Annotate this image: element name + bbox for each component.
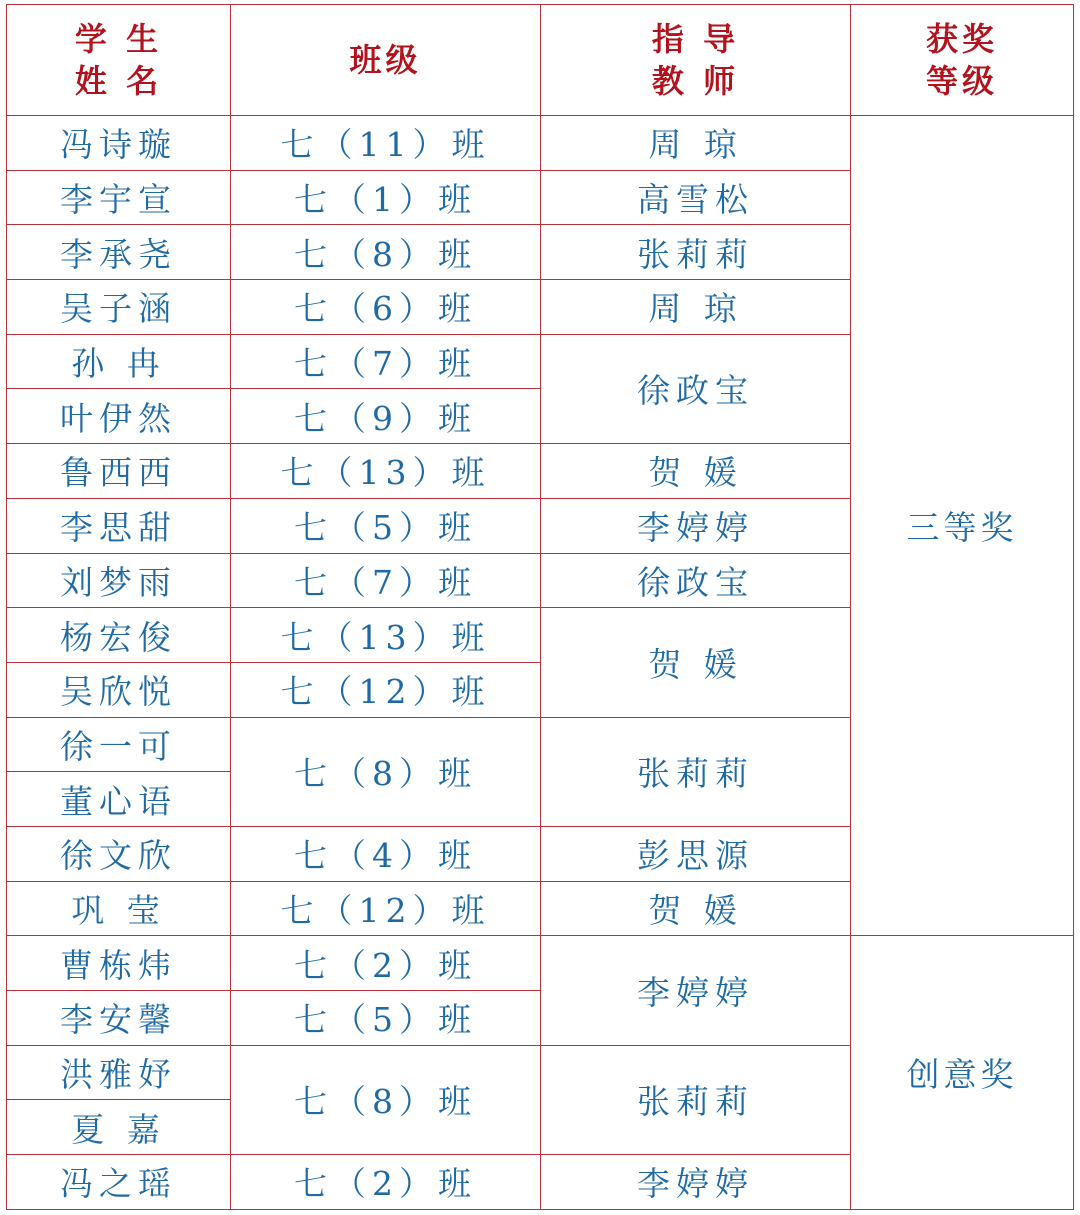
- teacher-cell: 贺 媛: [541, 881, 851, 936]
- award-third-prize: 三等奖: [851, 116, 1074, 936]
- teacher-cell: 周 琼: [541, 116, 851, 171]
- class-cell: 七（13）班: [231, 444, 541, 499]
- header-student-name: [7, 5, 231, 116]
- header-award-line1: 获奖: [925, 20, 998, 58]
- award-table: [6, 4, 1074, 1210]
- student-name: 鲁西西: [7, 444, 231, 499]
- teacher-cell: 贺 媛: [541, 608, 851, 717]
- header-row: [7, 5, 1074, 116]
- class-cell: 七（2）班: [231, 1155, 541, 1210]
- student-name: 李承尧: [7, 225, 231, 280]
- teacher-cell: 高雪松: [541, 170, 851, 225]
- header-teacher-line1: 指 导: [651, 20, 740, 58]
- student-name: 吴欣悦: [7, 662, 231, 717]
- class-cell: 七（5）班: [231, 991, 541, 1046]
- teacher-cell: 徐政宝: [541, 334, 851, 443]
- teacher-cell: 李婷婷: [541, 498, 851, 553]
- teacher-cell: 贺 媛: [541, 444, 851, 499]
- class-cell: 七（6）班: [231, 280, 541, 335]
- header-class: 班级: [231, 5, 541, 116]
- student-name: 曹栋炜: [7, 936, 231, 991]
- table-row: [7, 936, 1074, 991]
- student-name: 洪雅妤: [7, 1045, 231, 1100]
- student-name: 李安馨: [7, 991, 231, 1046]
- class-cell: 七（1）班: [231, 170, 541, 225]
- student-name: 刘梦雨: [7, 553, 231, 608]
- class-cell: 七（8）班: [231, 1045, 541, 1154]
- student-name: 冯诗璇: [7, 116, 231, 171]
- student-name: 吴子涵: [7, 280, 231, 335]
- class-cell: 七（8）班: [231, 225, 541, 280]
- class-cell: 七（12）班: [231, 662, 541, 717]
- student-name: 巩 莹: [7, 881, 231, 936]
- class-cell: 七（13）班: [231, 608, 541, 663]
- class-cell: 七（7）班: [231, 334, 541, 389]
- student-name: 李宇宣: [7, 170, 231, 225]
- header-student-name-line2: 姓 名: [74, 62, 163, 100]
- student-name: 董心语: [7, 772, 231, 827]
- class-cell: 七（5）班: [231, 498, 541, 553]
- student-name: 李思甜: [7, 498, 231, 553]
- class-cell: 七（9）班: [231, 389, 541, 444]
- teacher-cell: 李婷婷: [541, 936, 851, 1045]
- teacher-cell: 张莉莉: [541, 717, 851, 826]
- class-cell: 七（2）班: [231, 936, 541, 991]
- teacher-cell: 徐政宝: [541, 553, 851, 608]
- class-cell: 七（4）班: [231, 826, 541, 881]
- teacher-cell: 周 琼: [541, 280, 851, 335]
- student-name: 徐一可: [7, 717, 231, 772]
- student-name: 徐文欣: [7, 826, 231, 881]
- teacher-cell: 彭思源: [541, 826, 851, 881]
- class-cell: 七（11）班: [231, 116, 541, 171]
- student-name: 夏 嘉: [7, 1100, 231, 1155]
- student-name: 冯之瑶: [7, 1155, 231, 1210]
- header-award-level: [851, 5, 1074, 116]
- teacher-cell: 张莉莉: [541, 225, 851, 280]
- table-row: [7, 116, 1074, 171]
- header-teacher: [541, 5, 851, 116]
- header-award-line2: 等级: [925, 62, 998, 100]
- student-name: 叶伊然: [7, 389, 231, 444]
- class-cell: 七（8）班: [231, 717, 541, 826]
- award-creativity-prize: 创意奖: [851, 936, 1074, 1209]
- class-cell: 七（12）班: [231, 881, 541, 936]
- student-name: 杨宏俊: [7, 608, 231, 663]
- student-name: 孙 冉: [7, 334, 231, 389]
- teacher-cell: 张莉莉: [541, 1045, 851, 1154]
- class-cell: 七（7）班: [231, 553, 541, 608]
- teacher-cell: 李婷婷: [541, 1155, 851, 1210]
- header-student-name-line1: 学 生: [74, 20, 163, 58]
- header-teacher-line2: 教 师: [651, 62, 740, 100]
